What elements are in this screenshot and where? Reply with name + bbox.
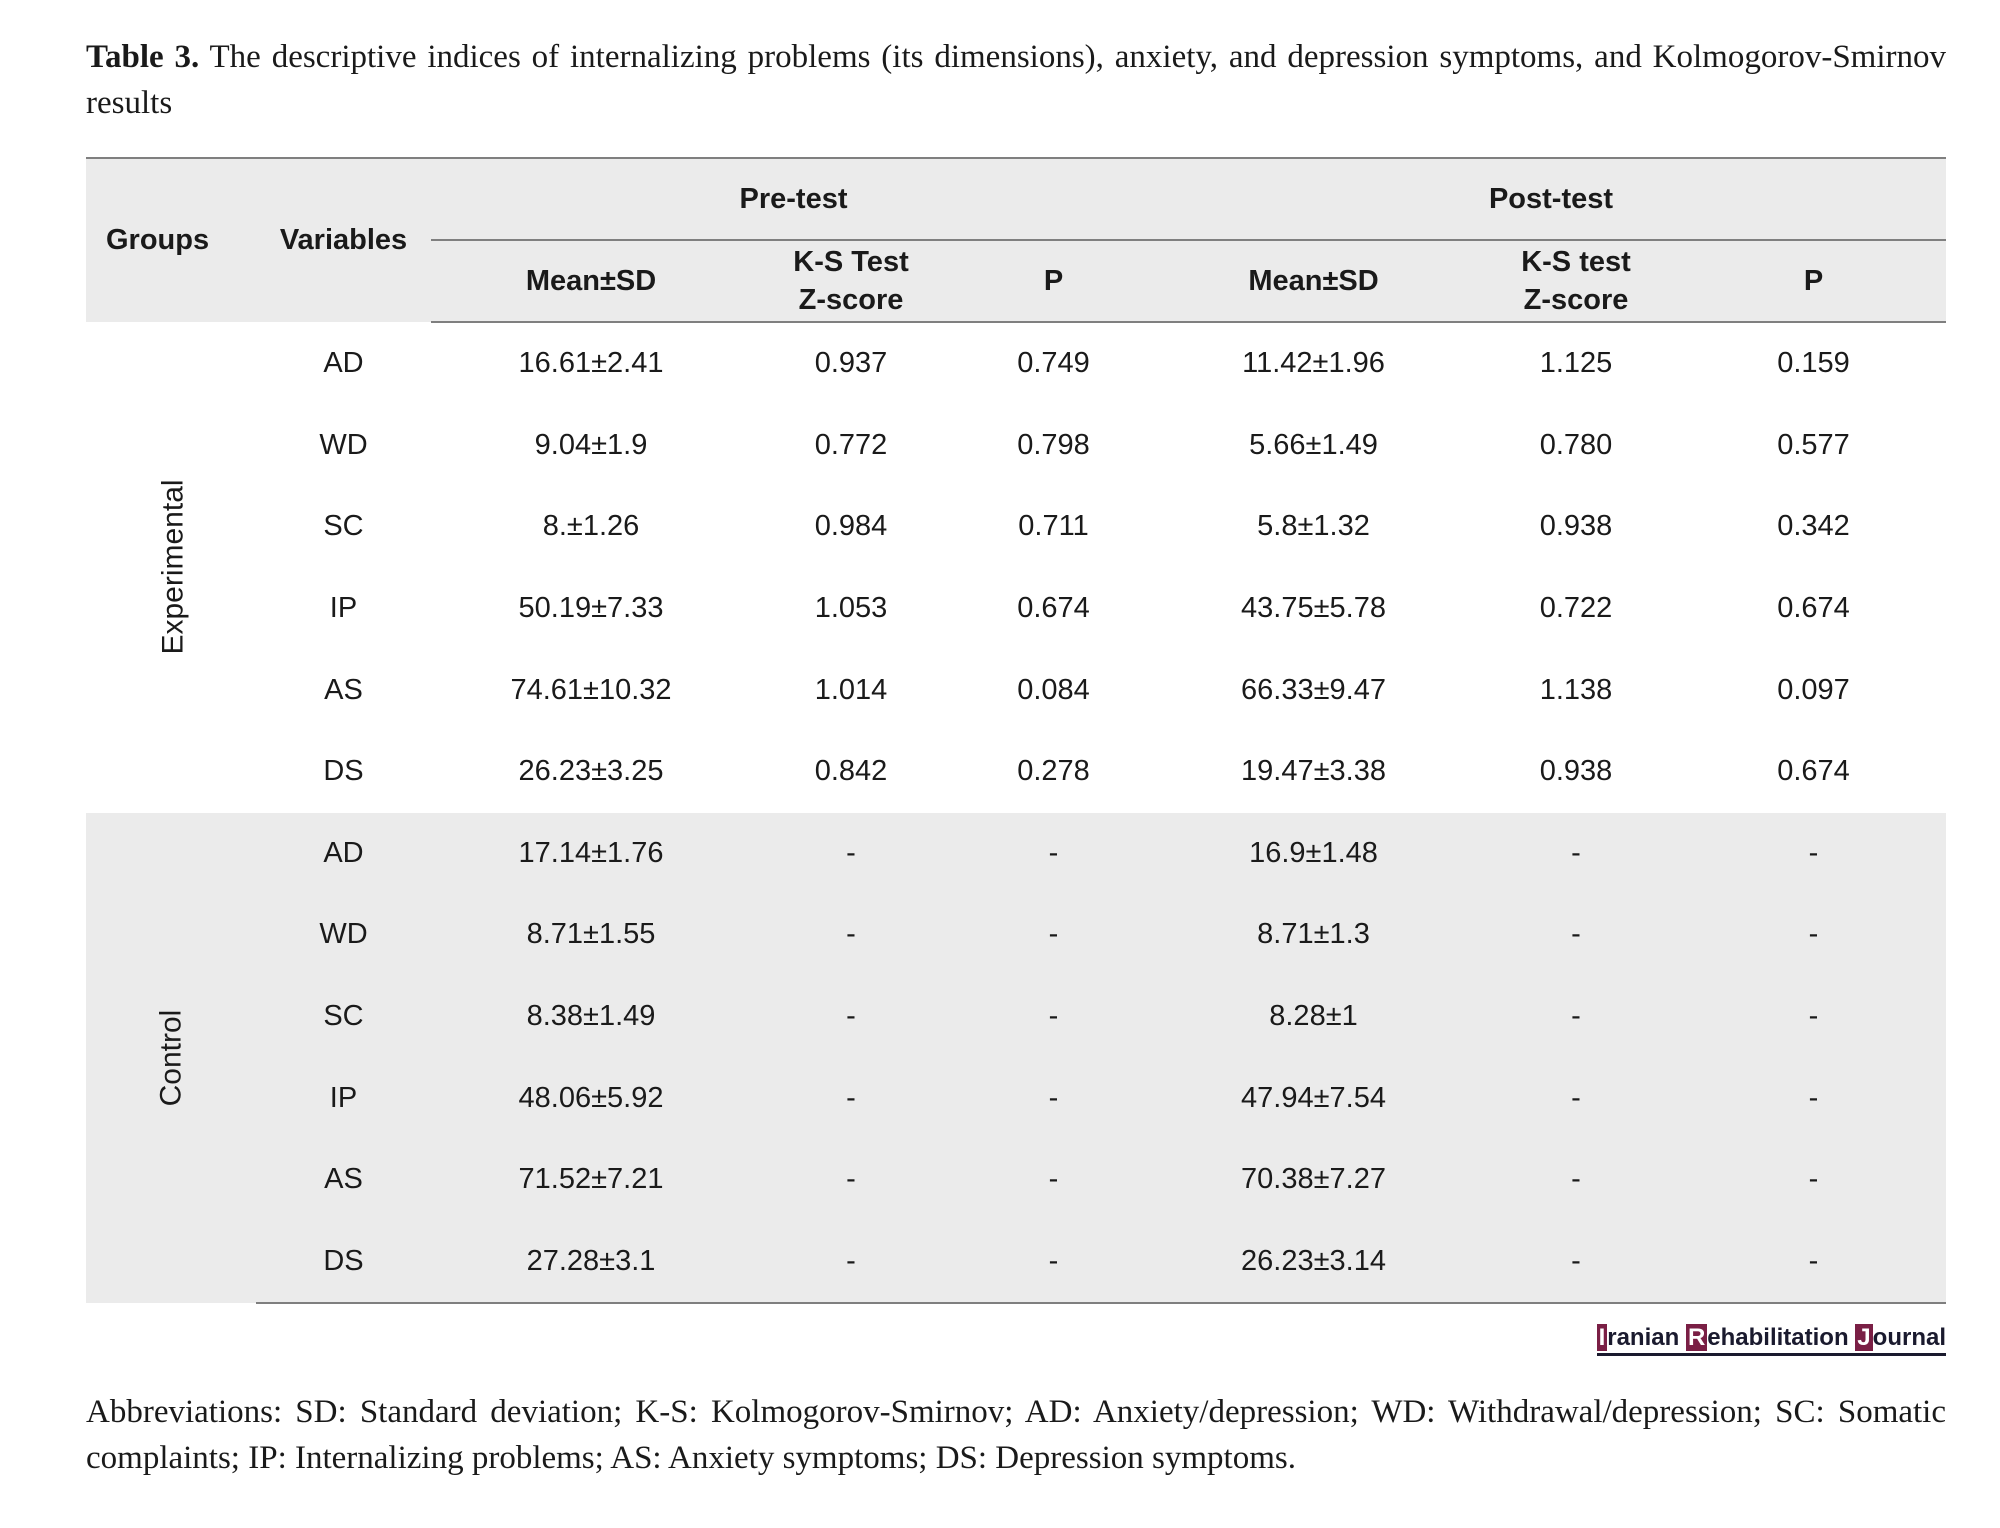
cell-pre-ks: 0.842 bbox=[814, 755, 888, 788]
cell-pre-ks: - bbox=[751, 1221, 951, 1304]
header-groups: Groups bbox=[86, 158, 256, 322]
cell-post-ks: - bbox=[1571, 918, 1581, 951]
cell-pre-ks: 0.937 bbox=[814, 347, 888, 380]
cell-pre-p: 0.798 bbox=[1017, 428, 1090, 461]
cell-pre-mean-sd: 17.14±1.76 bbox=[518, 836, 664, 869]
results-table-container bbox=[86, 157, 1946, 1304]
header-post-ks-line1: K-S test bbox=[1521, 246, 1631, 278]
cell-variable: AS bbox=[324, 673, 363, 706]
cell-post-ks: - bbox=[1571, 1000, 1581, 1033]
header-posttest: Post-test bbox=[1156, 158, 1946, 240]
cell-post-ks: 1.138 bbox=[1539, 673, 1613, 706]
cell-post-mean-sd: 11.42±1.96 bbox=[1242, 347, 1385, 380]
logo-initial-r: R bbox=[1687, 1324, 1706, 1351]
cell-post-ks: 0.722 bbox=[1539, 592, 1613, 625]
cell-post-p: 0.342 bbox=[1777, 510, 1850, 543]
cell-post-p: 0.097 bbox=[1777, 673, 1850, 706]
header-variables: Variables bbox=[256, 158, 431, 322]
cell-pre-mean-sd: 48.06±5.92 bbox=[518, 1081, 664, 1114]
cell-post-ks: 0.938 bbox=[1539, 510, 1613, 543]
cell-pre-mean-sd: 26.23±3.25 bbox=[518, 755, 664, 788]
table-row bbox=[86, 1221, 1946, 1304]
cell-variable: DS bbox=[323, 755, 364, 788]
cell-pre-mean-sd: 8.71±1.55 bbox=[526, 918, 656, 951]
cell-post-p: - bbox=[1808, 1081, 1819, 1114]
cell-pre-p: 0.084 bbox=[1017, 673, 1090, 706]
header-post-p: P bbox=[1681, 240, 1946, 322]
table-row bbox=[86, 649, 1946, 731]
table-row bbox=[86, 568, 1946, 650]
cell-post-mean-sd: 70.38±7.27 bbox=[1241, 1163, 1386, 1196]
cell-pre-p: - bbox=[1048, 1163, 1059, 1196]
group-experimental bbox=[86, 322, 1946, 813]
header-post-ks-line2: Z-score bbox=[1523, 284, 1629, 316]
table-row bbox=[86, 405, 1946, 487]
table-row bbox=[86, 322, 1946, 405]
cell-post-p: - bbox=[1808, 1000, 1819, 1033]
cell-pre-p: 0.749 bbox=[1017, 347, 1090, 380]
cell-post-ks: - bbox=[1571, 1081, 1581, 1114]
table-header bbox=[86, 158, 1946, 322]
table-label: Table 3. bbox=[86, 39, 200, 75]
cell-pre-mean-sd: 8.38±1.49 bbox=[526, 1000, 656, 1033]
cell-pre-ks: - bbox=[846, 1163, 856, 1196]
cell-post-p: 0.674 bbox=[1777, 592, 1850, 625]
logo-word-3: ournal bbox=[1872, 1324, 1946, 1351]
group-label: Experimental bbox=[156, 479, 190, 655]
cell-post-p: - bbox=[1681, 1221, 1946, 1304]
cell-variable: AD bbox=[323, 836, 364, 869]
cell-pre-ks: - bbox=[846, 918, 856, 951]
cell-post-ks: - bbox=[1571, 836, 1581, 869]
cell-pre-mean-sd: 50.19±7.33 bbox=[518, 592, 664, 625]
cell-post-ks: 0.780 bbox=[1539, 428, 1613, 461]
cell-pre-ks: 1.053 bbox=[814, 592, 888, 625]
logo-word-2: ehabilitation bbox=[1707, 1324, 1856, 1351]
header-pre-ks-line1: K-S Test bbox=[793, 246, 909, 278]
cell-post-mean-sd: 8.28±1 bbox=[1269, 1000, 1358, 1033]
cell-variable: SC bbox=[323, 1000, 364, 1033]
cell-post-mean-sd: 26.23±3.14 bbox=[1156, 1221, 1471, 1304]
table-row bbox=[86, 1057, 1946, 1139]
cell-post-ks: 1.125 bbox=[1539, 347, 1613, 380]
cell-post-ks: - bbox=[1571, 1163, 1581, 1196]
cell-post-p: - bbox=[1808, 836, 1819, 869]
table-caption bbox=[86, 34, 1946, 126]
table-row bbox=[86, 894, 1946, 976]
table-title: The descriptive indices of internalizing problems (its dimensions), anxiety, and depression symptoms, and Kolmogorov-Smirnov results bbox=[86, 39, 1946, 121]
cell-post-mean-sd: 43.75±5.78 bbox=[1241, 592, 1386, 625]
cell-post-mean-sd: 8.71±1.3 bbox=[1257, 918, 1370, 951]
results-table bbox=[86, 157, 1946, 1304]
header-pre-mean-sd: Mean±SD bbox=[431, 240, 751, 322]
group-label: Control bbox=[154, 1009, 187, 1107]
cell-pre-p: 0.278 bbox=[1017, 755, 1090, 788]
table-row bbox=[86, 486, 1946, 568]
cell-pre-mean-sd: 16.61±2.41 bbox=[518, 347, 664, 380]
cell-post-p: 0.577 bbox=[1777, 428, 1850, 461]
cell-post-p: - bbox=[1808, 1163, 1819, 1196]
group-label-cell bbox=[86, 813, 256, 1304]
cell-post-mean-sd: 19.47±3.38 bbox=[1241, 755, 1386, 788]
header-pre-ks bbox=[751, 240, 951, 322]
logo-initial-i: I bbox=[1598, 1324, 1606, 1351]
cell-pre-ks: 0.984 bbox=[814, 510, 888, 543]
cell-pre-p: 0.674 bbox=[1017, 592, 1090, 625]
cell-variable: AD bbox=[323, 346, 364, 379]
cell-pre-p: - bbox=[951, 1221, 1156, 1304]
abbreviations-note: Abbreviations: SD: Standard deviation; K-S: Kolmogorov-Smirnov; AD: Anxiety/depression; WD: Withdrawal/depression; SC: Somatic complaints; IP: Internalizing problems; AS: Anxiety symptoms; DS: Depression symptoms. bbox=[86, 1394, 1946, 1476]
table-row bbox=[86, 813, 1946, 895]
logo-word-1: ranian bbox=[1607, 1324, 1686, 1351]
cell-pre-mean-sd: 74.61±10.32 bbox=[510, 673, 672, 706]
cell-post-ks: - bbox=[1471, 1221, 1681, 1304]
cell-post-p: 0.159 bbox=[1777, 347, 1850, 380]
table-row bbox=[86, 731, 1946, 813]
cell-pre-p: - bbox=[1048, 918, 1059, 951]
cell-variable: WD bbox=[319, 918, 368, 951]
header-pretest: Pre-test bbox=[431, 158, 1156, 240]
group-label-cell bbox=[86, 322, 256, 813]
cell-post-ks: 0.938 bbox=[1539, 755, 1613, 788]
header-post-ks bbox=[1471, 240, 1681, 322]
cell-pre-ks: 0.772 bbox=[814, 428, 888, 461]
cell-pre-mean-sd: 71.52±7.21 bbox=[518, 1163, 664, 1196]
cell-variable: AS bbox=[324, 1163, 363, 1196]
header-pre-ks-line2: Z-score bbox=[798, 284, 904, 316]
cell-variable: DS bbox=[256, 1221, 431, 1304]
cell-post-mean-sd: 66.33±9.47 bbox=[1241, 673, 1386, 706]
cell-post-mean-sd: 47.94±7.54 bbox=[1241, 1081, 1386, 1114]
logo-initial-j: J bbox=[1857, 1324, 1871, 1351]
table-row bbox=[86, 1139, 1946, 1221]
cell-pre-ks: 1.014 bbox=[814, 673, 888, 706]
cell-post-p: 0.674 bbox=[1777, 755, 1850, 788]
cell-post-mean-sd: 16.9±1.48 bbox=[1249, 836, 1378, 869]
cell-pre-ks: - bbox=[846, 1081, 856, 1114]
cell-pre-p: - bbox=[1048, 836, 1059, 869]
cell-variable: WD bbox=[319, 428, 368, 461]
group-control bbox=[86, 813, 1946, 1304]
cell-variable: IP bbox=[329, 1081, 358, 1114]
table-row bbox=[86, 976, 1946, 1058]
header-post-mean-sd: Mean±SD bbox=[1156, 240, 1471, 322]
cell-pre-mean-sd: 8.±1.26 bbox=[542, 510, 640, 543]
cell-pre-mean-sd: 9.04±1.9 bbox=[534, 428, 648, 461]
cell-variable: IP bbox=[329, 592, 358, 625]
cell-post-p: - bbox=[1808, 918, 1819, 951]
cell-post-mean-sd: 5.66±1.49 bbox=[1249, 428, 1378, 461]
cell-variable: SC bbox=[323, 510, 364, 543]
journal-logo bbox=[1597, 1324, 1946, 1356]
cell-pre-ks: - bbox=[846, 836, 856, 869]
cell-post-mean-sd: 5.8±1.32 bbox=[1257, 510, 1370, 543]
cell-pre-p: - bbox=[1048, 1081, 1059, 1114]
cell-pre-ks: - bbox=[846, 1000, 856, 1033]
header-pre-p: P bbox=[951, 240, 1156, 322]
cell-pre-mean-sd: 27.28±3.1 bbox=[431, 1221, 751, 1304]
cell-pre-p: 0.711 bbox=[1018, 510, 1089, 543]
cell-pre-p: - bbox=[1048, 1000, 1059, 1033]
